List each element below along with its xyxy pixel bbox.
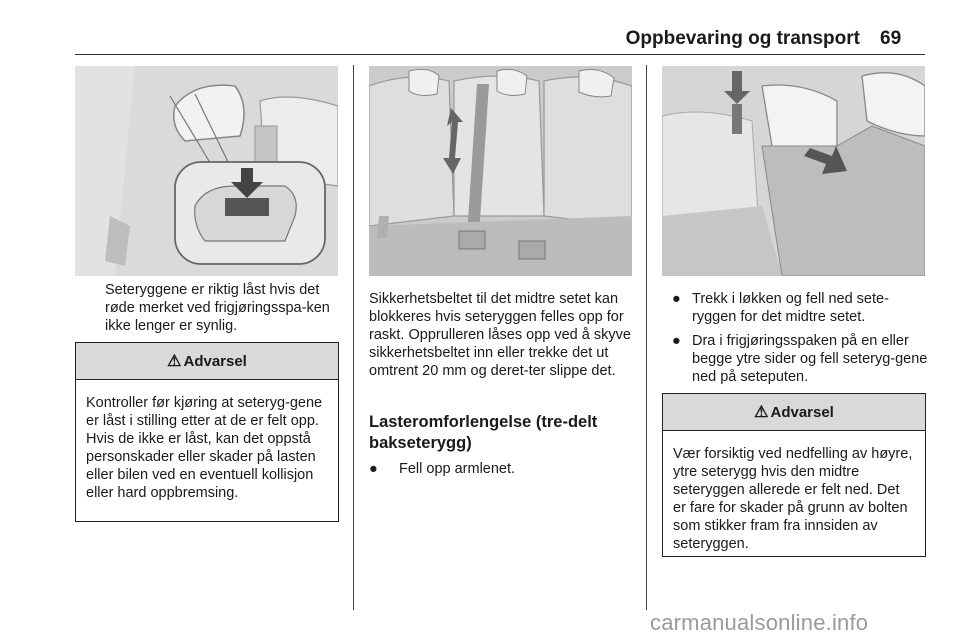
col3-warning-header [663, 394, 925, 431]
bullet-dot-icon: ● [672, 333, 681, 349]
col2-section-heading: Lasteromforlengelse (tre-delt bakseterygg) [369, 413, 598, 452]
watermark: carmanualsonline.info [650, 610, 869, 635]
fold-seatback-figure [662, 66, 925, 276]
column-divider-2 [646, 65, 647, 610]
bullet-dot-icon: ● [369, 461, 378, 477]
seatbelt-retractor-illustration-icon [369, 66, 632, 276]
warning-triangle-icon: ⚠ [754, 404, 769, 421]
col1-description: Seteryggene er riktig låst hvis det røde merket ved frigjøringsspa-ken ikke lenger er synlig. [105, 282, 330, 334]
col1-warning-box [75, 342, 339, 522]
fold-seatback-illustration-icon [662, 66, 925, 276]
warning-triangle-icon: ⚠ [167, 353, 182, 370]
col3-warning-text: Vær forsiktig ved nedfelling av høyre, ytre seterygg hvis den midtre seteryggen allerede er felt ned. Det er fare for skader på grunn av bolten som stikker fram fra innsiden av seteryggen. [673, 446, 913, 552]
col3-warning-box [662, 393, 926, 557]
seatbelt-retractor-figure [369, 66, 632, 276]
header-rule [75, 54, 925, 55]
page-header-title: Oppbevaring og transport [625, 28, 860, 49]
col2-description: Sikkerhetsbeltet til det midtre setet kan blokkeres hvis seteryggen felles opp for raskt. Opprulleren låses opp ved å skyve sikkerhetsbeltet inn eller trekke det ut omtrent 20 mm og deret-ter slippe det. [369, 291, 631, 379]
col2-bullet-1-text: Fell opp armlenet. [399, 461, 516, 477]
col3-warning-title: Advarsel [770, 403, 834, 421]
page-number: 69 [880, 28, 902, 49]
col3-bullet-1-text: Trekk i løkken og fell ned sete-ryggen for det midtre setet. [692, 291, 889, 325]
col1-warning-header [76, 343, 338, 380]
seat-latch-figure [75, 66, 338, 276]
column-divider-1 [353, 65, 354, 610]
seat-latch-illustration-icon [75, 66, 338, 276]
col1-warning-title: Advarsel [183, 352, 247, 370]
col3-bullet-2-text: Dra i frigjøringsspaken på en eller begge ytre sider og fell seteryg-gene ned på seteputen. [692, 333, 928, 385]
bullet-dot-icon: ● [672, 291, 681, 307]
col1-warning-text: Kontroller før kjøring at seteryg-gene er låst i stilling etter at de er felt opp. Hvis de ikke er låst, kan det oppstå personskader eller skader på lasten eller bilen ved en eventuell kollisjon eller hard oppbremsing. [86, 395, 323, 501]
